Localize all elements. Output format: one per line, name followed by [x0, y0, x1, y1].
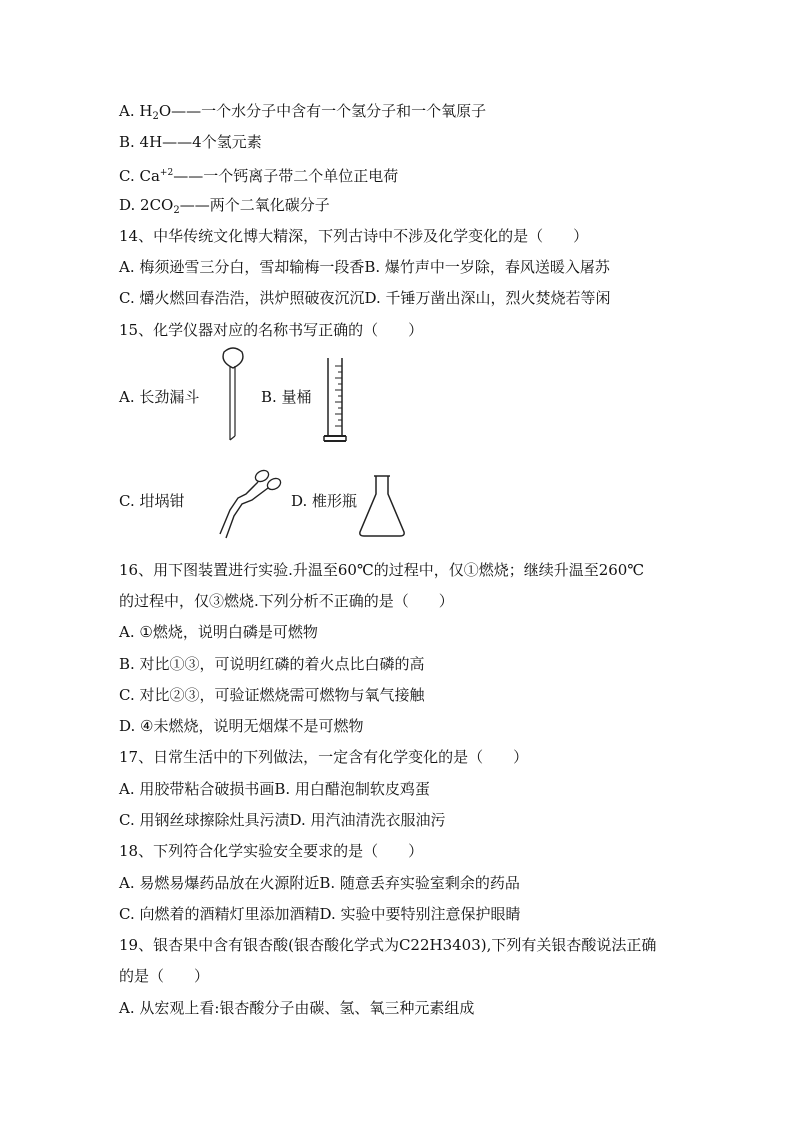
subscript: 2	[152, 111, 159, 122]
superscript: +2	[159, 168, 174, 178]
q15-option-a: A. 长劲漏斗	[119, 388, 200, 406]
q13-option-c-text-rest: ——一个钙离子带二个单位正电荷	[173, 167, 399, 185]
q17-stem: 17、日常生活中的下列做法，一定含有化学变化的是（ ）	[119, 748, 529, 766]
q15-option-c: C. 坩埚钳	[119, 492, 185, 510]
q17-options-cd: C. 用钢丝球擦除灶具污渍D. 用汽油清洗衣服油污	[119, 811, 446, 829]
q18-options-cd: C. 向燃着的酒精灯里添加酒精D. 实验中要特别注意保护眼睛	[119, 905, 521, 923]
q14-stem: 14、中华传统文化博大精深，下列古诗中不涉及化学变化的是（ ）	[119, 227, 589, 245]
q13-option-a-text-rest: O——一个水分子中含有一个氢分子和一个氧原子	[158, 102, 487, 120]
q19-stem-line1: 19、银杏果中含有银杏酸(银杏酸化学式为C22H3403),下列有关银杏酸说法正确	[119, 936, 657, 954]
long-neck-funnel-icon	[218, 344, 248, 444]
q18-options-ab: A. 易燃易爆药品放在火源附近B. 随意丢弃实验室剩余的药品	[119, 874, 520, 892]
q13-option-c-text: C. Ca	[119, 167, 160, 185]
q19-option-a: A. 从宏观上看:银杏酸分子由碳、氢、氧三种元素组成	[119, 999, 475, 1017]
q13-option-b: B. 4H——4个氢元素	[119, 133, 262, 151]
q15-option-b: B. 量桶	[261, 388, 312, 406]
q16-stem-line1: 16、用下图装置进行实验.升温至60℃的过程中，仅①燃烧；继续升温至260℃	[119, 561, 645, 579]
q15-option-d: D. 椎形瓶	[291, 492, 358, 510]
q13-option-a-text: A. H	[119, 102, 153, 120]
conical-flask-icon	[356, 474, 408, 538]
q16-option-b: B. 对比①③，可说明红磷的着火点比白磷的高	[119, 655, 425, 673]
q17-options-ab: A. 用胶带粘合破损书画B. 用白醋泡制软皮鸡蛋	[119, 780, 430, 798]
q13-option-d-text: D. 2CO	[119, 196, 174, 214]
q15-stem: 15、化学仪器对应的名称书写正确的（ ）	[119, 321, 424, 339]
q13-option-c	[119, 163, 398, 186]
q16-option-c: C. 对比②③，可验证燃烧需可燃物与氧气接触	[119, 686, 425, 704]
q19-stem-line2: 的是（ ）	[119, 967, 210, 985]
q13-option-d	[119, 195, 330, 221]
graduated-cylinder-icon	[320, 356, 350, 444]
q13-option-a	[119, 101, 486, 127]
q18-stem: 18、下列符合化学实验安全要求的是（ ）	[119, 842, 424, 860]
q14-options-ab: A. 梅须逊雪三分白，雪却输梅一段香B. 爆竹声中一岁除，春风送暖入屠苏	[119, 258, 610, 276]
q16-stem-line2: 的过程中，仅③燃烧.下列分析不正确的是（ ）	[119, 592, 454, 610]
q16-option-a: A. ①燃烧，说明白磷是可燃物	[119, 623, 318, 641]
q14-options-cd: C. 爝火燃回春浩浩，洪炉照破夜沉沉D. 千锤万凿出深山，烈火焚烧若等闲	[119, 289, 611, 307]
q16-option-d: D. ④未燃烧，说明无烟煤不是可燃物	[119, 717, 364, 735]
crucible-tongs-icon	[208, 464, 284, 542]
q13-option-d-text-rest: ——两个二氧化碳分子	[179, 196, 330, 214]
subscript: 2	[173, 205, 180, 216]
